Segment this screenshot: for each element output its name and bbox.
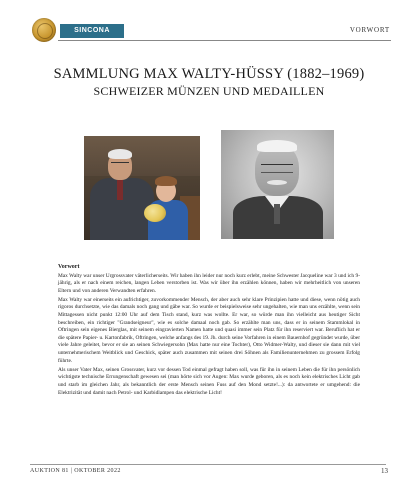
- photo-portrait-max-walty: [221, 130, 334, 239]
- photo-grandfather-with-child: [84, 136, 200, 240]
- paragraph: Als unser Vater Max, seinen Grossvater, kurz vor dessen Tod einmal gefragt haben soll, was für ihn in seinem Leben die für ihn persönlich wichtigste technische Errungenschaft gewesen sei (man hörte sich vor Augen: Max wurde geboren, als es noch kein elektrisches Licht gab und starb im gleichen Jahr, als bekanntlich der erste Mensch seinen Fuss auf den Mond setzte!...): da antwortete er umgehend: die Elektrizität und damit nach Petrol- und Karbidlampen das elektrische Licht!: [58, 366, 360, 396]
- paragraph: Max Walty war einerseits ein aufrichtiger, zuvorkommender Mensch, der aber auch sehr klare Prinzipien hatte und diese, wenn nötig auch rigoros durchsetzte, wie das damals noch gang und gäbe war. So wurde er beispielsweise sehr ungehalten, wie man uns erzählte, wenn sein Mittagessen nicht punkt 12:00 Uhr auf dem Tisch stand, kurz was wollte. Er war, so würde man ihn vielleicht aus heutiger Sicht beschreiben, ein richtiger "Grandseigneur", wie es solche damaal noch gab. So erzählte man uns, dass er in seinem Stammlokal in Oftringen sein eigenes Bierglas, mit seinem eingravierten Namen hatte und quasi immer sein Platz für ihn reserviert war. Beruflich hat er die spätere Papier- u. Kartonfabrik, Oftringen, welche anfangs des 19. Jh. durch seine Vorfahren in einem Bauernhof gegründet wurde, über viele Jahre geleitet, bevor er sie an seinen Schwiegersohn (Max hatte nur eine Tochter), Otto Widmer-Walty, und dieser sie dann mit viel unternehmerischem Weitblick und Geschick, später auch zusammen mit seinen drei Söhnen als Familienunternehmen zu grossem Erfolg führte.: [58, 296, 360, 364]
- page-number: 13: [381, 467, 388, 475]
- page-title: SAMMLUNG MAX WALTY-HÜSSY (1882–1969): [53, 66, 365, 82]
- section-label: VORWORT: [349, 26, 390, 34]
- foreword-text: [58, 264, 360, 399]
- brand-logo: SINCONA: [60, 24, 124, 38]
- coin-logo-icon: [32, 18, 56, 42]
- footer-auction-label: AUKTION 81 | OKTOBER 2022: [30, 468, 121, 474]
- paragraph: Max Walty war unser Urgrossvater väterlicherseits. Wir haben ihn leider nur noch kurz erlebt, meine Schwester Jacqueline war 3 und ich 9-jährig, als er nach einem reichen, langen Leben verstorben ist. Was wir über ihn erzählen können, haben wir mehrheitlich von unseren Eltern und von anderen Verwandten erfahren.: [58, 272, 360, 294]
- flower-bouquet: [144, 204, 166, 222]
- page-header: [0, 18, 418, 48]
- section-heading: Vorwort: [58, 264, 80, 270]
- page-subtitle: SCHWEIZER MÜNZEN UND MEDAILLEN: [93, 84, 325, 98]
- header-divider: [58, 40, 391, 41]
- footer-divider: [30, 464, 386, 465]
